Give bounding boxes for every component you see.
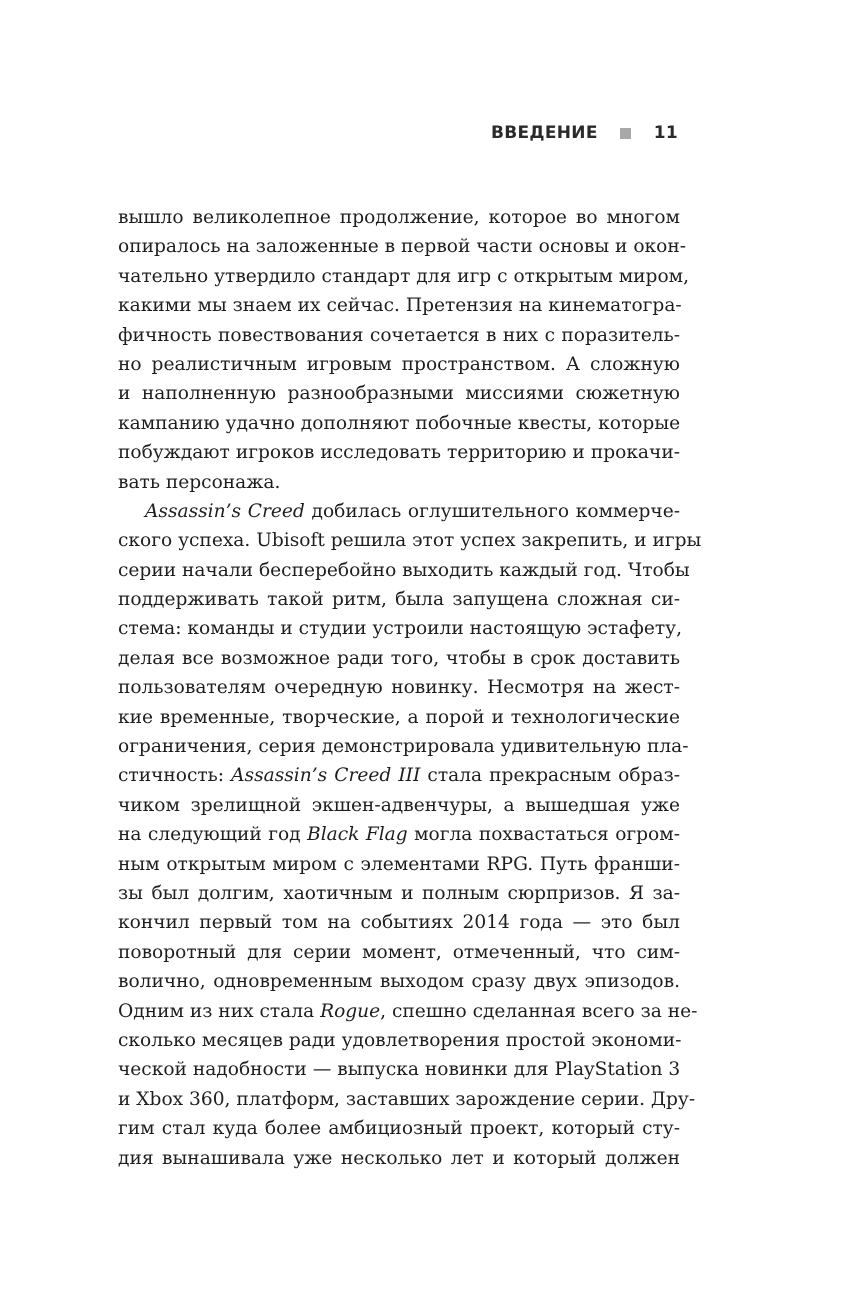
square-bullet-icon bbox=[620, 128, 631, 139]
text-line: побуждают игроков исследовать территорию и прокачи- bbox=[118, 442, 680, 464]
text-line: ным открытым миром с элементами RPG. Путь франши- bbox=[118, 853, 680, 875]
text-line: Одним из них стала Rogue, спешно сделанная всего за не- bbox=[118, 1000, 698, 1022]
text-line: ограничения, серия демонстрировала удивительную пла- bbox=[118, 736, 689, 758]
text-line: ческой надобности — выпуска новинки для PlayStation 3 bbox=[118, 1059, 681, 1081]
text-line: кие временные, творческие, а порой и технологические bbox=[118, 706, 680, 728]
text-line: опиралось на заложенные в первой части основы и окон- bbox=[118, 236, 687, 258]
italic-title: Rogue bbox=[320, 1000, 381, 1022]
page-number: 11 bbox=[653, 123, 678, 143]
section-title: ВВЕДЕНИЕ bbox=[490, 123, 598, 143]
running-header bbox=[491, 121, 678, 145]
text-line: дия вынашивала уже несколько лет и который должен bbox=[118, 1147, 680, 1169]
text-line: зы был долгим, хаотичным и полным сюрпризов. Я за- bbox=[118, 882, 680, 904]
text-line: волично, одновременным выходом сразу двух эпизодов. bbox=[118, 971, 680, 993]
body-text bbox=[118, 203, 702, 1173]
text-line: Assassin’s Creed добилась оглушительного коммерче- bbox=[145, 500, 680, 522]
text-line: и наполненную разнообразными миссиями сюжетную bbox=[118, 383, 680, 405]
text-line: чательно утвердило стандарт для игр с открытым миром, bbox=[118, 265, 690, 287]
text-line: делая все возможное ради того, чтобы в срок доставить bbox=[118, 647, 680, 669]
text-line: кончил первый том на событиях 2014 года — это был bbox=[118, 912, 680, 934]
text-line: чиком зрелищной экшен-адвенчуры, а вышедшая уже bbox=[118, 794, 680, 816]
italic-title: Assassin’s Creed bbox=[145, 500, 305, 522]
text-line: фичность повествования сочетается в них с поразитель- bbox=[118, 324, 680, 346]
text-line: сколько месяцев ради удовлетворения простой экономи- bbox=[118, 1029, 682, 1051]
text-line: ского успеха. Ubisoft решила этот успех закрепить, и игры bbox=[118, 530, 702, 552]
text-line: серии начали бесперебойно выходить каждый год. Чтобы bbox=[118, 559, 690, 581]
text-line: поворотный для серии момент, отмеченный, что сим- bbox=[118, 941, 680, 963]
italic-title: Black Flag bbox=[307, 824, 408, 846]
text-line: кампанию удачно дополняют побочные квесты, которые bbox=[118, 412, 681, 434]
text-line: на следующий год Black Flag могла похвастаться огром- bbox=[118, 824, 680, 846]
text-line: вышло великолепное продолжение, которое во многом bbox=[118, 207, 680, 228]
text-line: стичность: Assassin’s Creed III стала прекрасным образ- bbox=[118, 765, 680, 787]
text-line: и Xbox 360, платформ, заставших зарождение серии. Дру- bbox=[118, 1088, 696, 1110]
text-line: пользователям очередную новинку. Несмотря на жест- bbox=[118, 677, 680, 699]
text-line: вать персонажа. bbox=[118, 471, 281, 493]
text-line: гим стал куда более амбициозный проект, который сту- bbox=[118, 1118, 680, 1140]
text-line: какими мы знаем их сейчас. Претензия на кинематогра- bbox=[118, 295, 682, 317]
text-line: стема: команды и студии устроили настоящую эстафету, bbox=[118, 618, 682, 640]
text-line: поддерживать такой ритм, была запущена сложная си- bbox=[118, 589, 680, 611]
italic-title: Assassin’s Creed III bbox=[231, 765, 421, 787]
text-line: но реалистичным игровым пространством. А сложную bbox=[118, 353, 680, 375]
